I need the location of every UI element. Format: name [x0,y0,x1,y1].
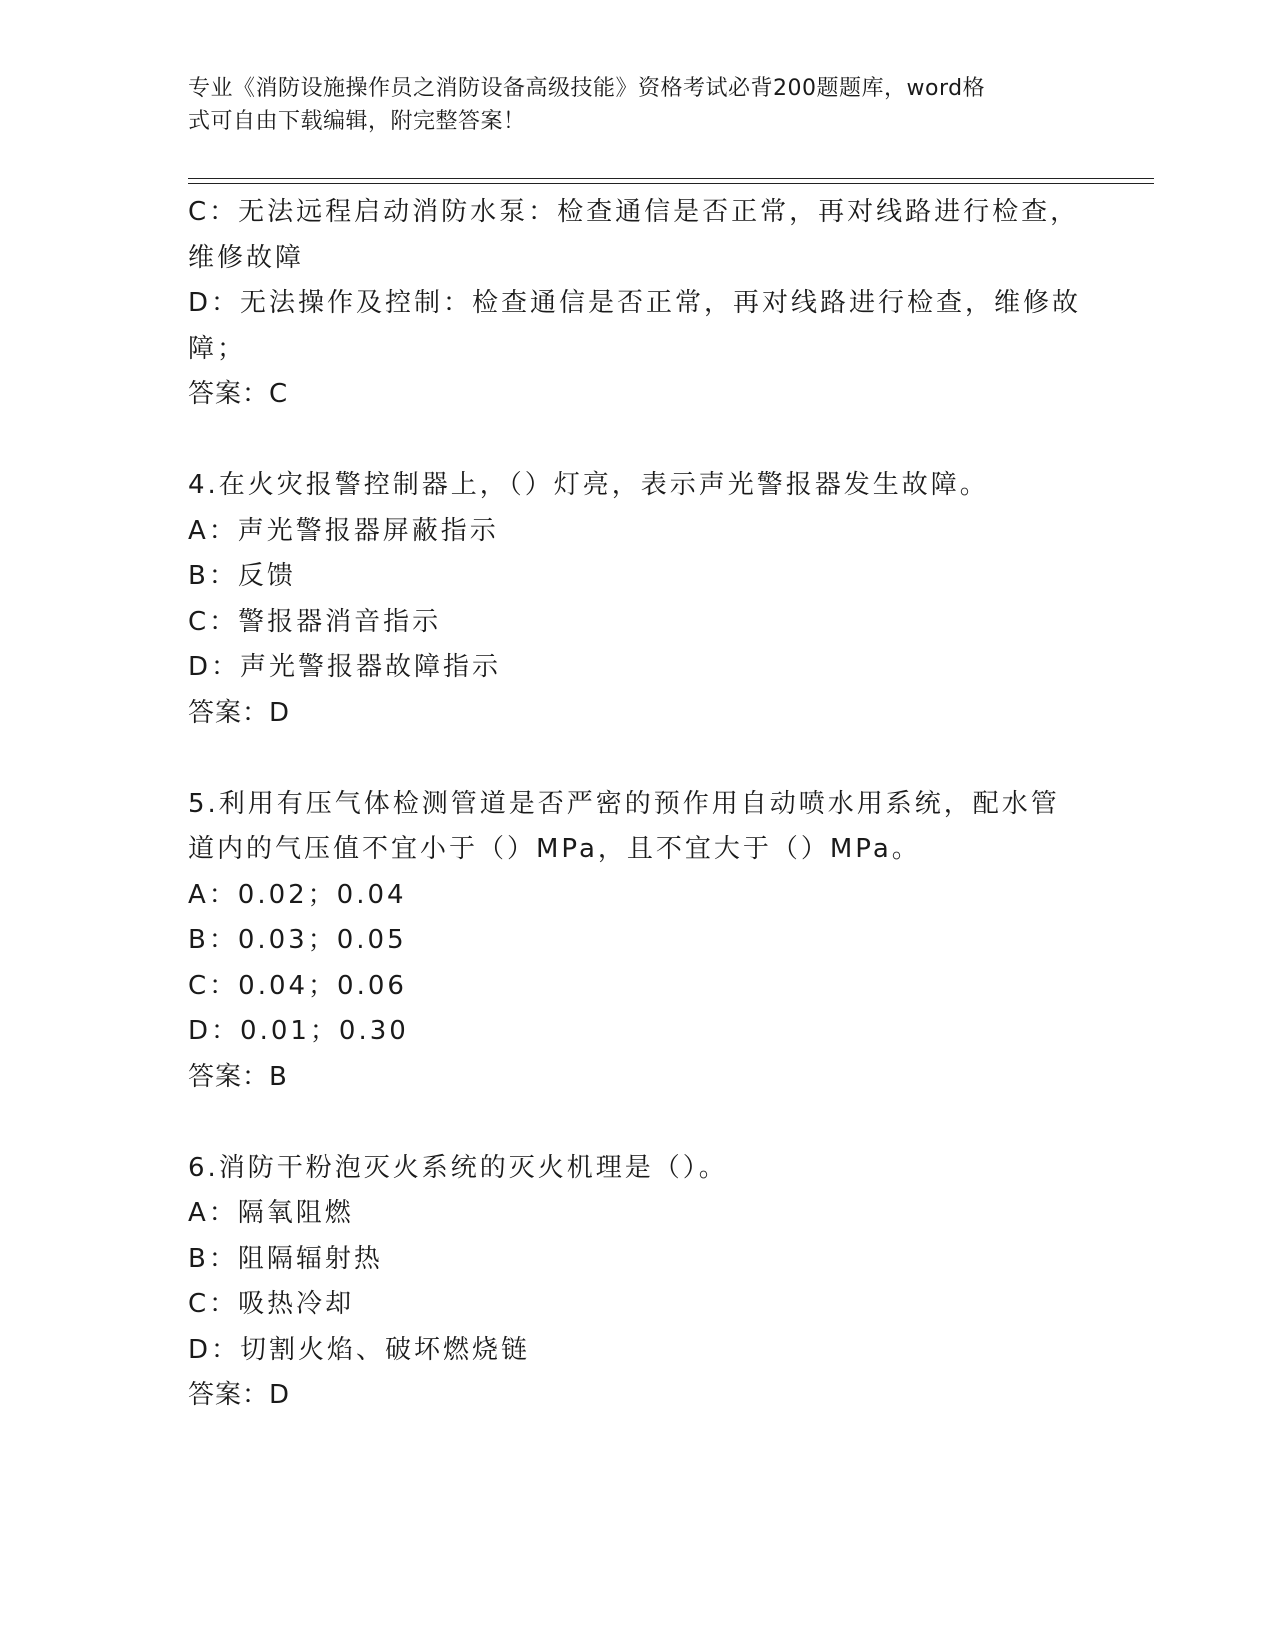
spacer [188,418,1088,464]
header-line-2: 式可自由下载编辑，附完整答案！ [188,109,526,134]
q5-question-line-1: 5.利用有压气体检测管道是否严密的预作用自动喷水用系统，配水管 [188,788,1060,819]
q5-option-c: C：0.04；0.06 [188,970,407,1001]
q3-option-d-line-1: D：无法操作及控制：检查通信是否正常，再对线路进行检查，维修故 [188,288,1082,318]
q5-option-d: D：0.01；0.30 [188,1016,409,1046]
q4-answer: 答案：D [188,697,291,728]
spacer [188,1100,1088,1146]
q5-option-a: A：0.02；0.04 [188,879,407,910]
question-5 [188,782,1088,1101]
q3-option-d-line-2: 障； [188,333,247,364]
q6-option-a: A：隔氧阻燃 [188,1198,354,1228]
q6-option-d: D：切割火焰、破坏燃烧链 [188,1334,531,1365]
question-3-tail [188,190,1088,418]
q6-question: 6.消防干粉泡灭火系统的灭火机理是（）。 [188,1152,728,1183]
document-body [188,190,1088,1419]
spacer [188,736,1088,782]
q5-option-b: B：0.03；0.05 [188,925,407,955]
header-line-1: 专业《消防设施操作员之消防设备高级技能》资格考试必背200题题库，word格 [188,76,986,101]
question-4 [188,463,1088,736]
q6-option-b: B：阻隔辐射热 [188,1243,383,1274]
q4-option-c: C：警报器消音指示 [188,606,442,637]
q3-option-c-line-2: 维修故障 [188,242,305,273]
q3-option-c-line-1: C：无法远程启动消防水泵：检查通信是否正常，再对线路进行检查， [188,197,1080,227]
q5-question-line-2: 道内的气压值不宜小于（）MPa，且不宜大于（）MPa。 [188,834,921,864]
header-divider-top [188,178,1154,179]
q4-question: 4.在火灾报警控制器上，（）灯亮，表示声光警报器发生故障。 [188,470,989,500]
q6-option-c: C：吸热冷却 [188,1289,355,1319]
q6-answer: 答案：D [188,1380,291,1410]
q5-answer: 答案：B [188,1061,288,1092]
q4-option-b: B：反馈 [188,561,296,591]
document-header [188,72,1088,138]
q3-answer: 答案：C [188,379,289,409]
question-6 [188,1146,1088,1419]
header-divider-bottom [188,183,1154,184]
q4-option-d: D：声光警报器故障指示 [188,652,502,682]
q4-option-a: A：声光警报器屏蔽指示 [188,515,499,546]
